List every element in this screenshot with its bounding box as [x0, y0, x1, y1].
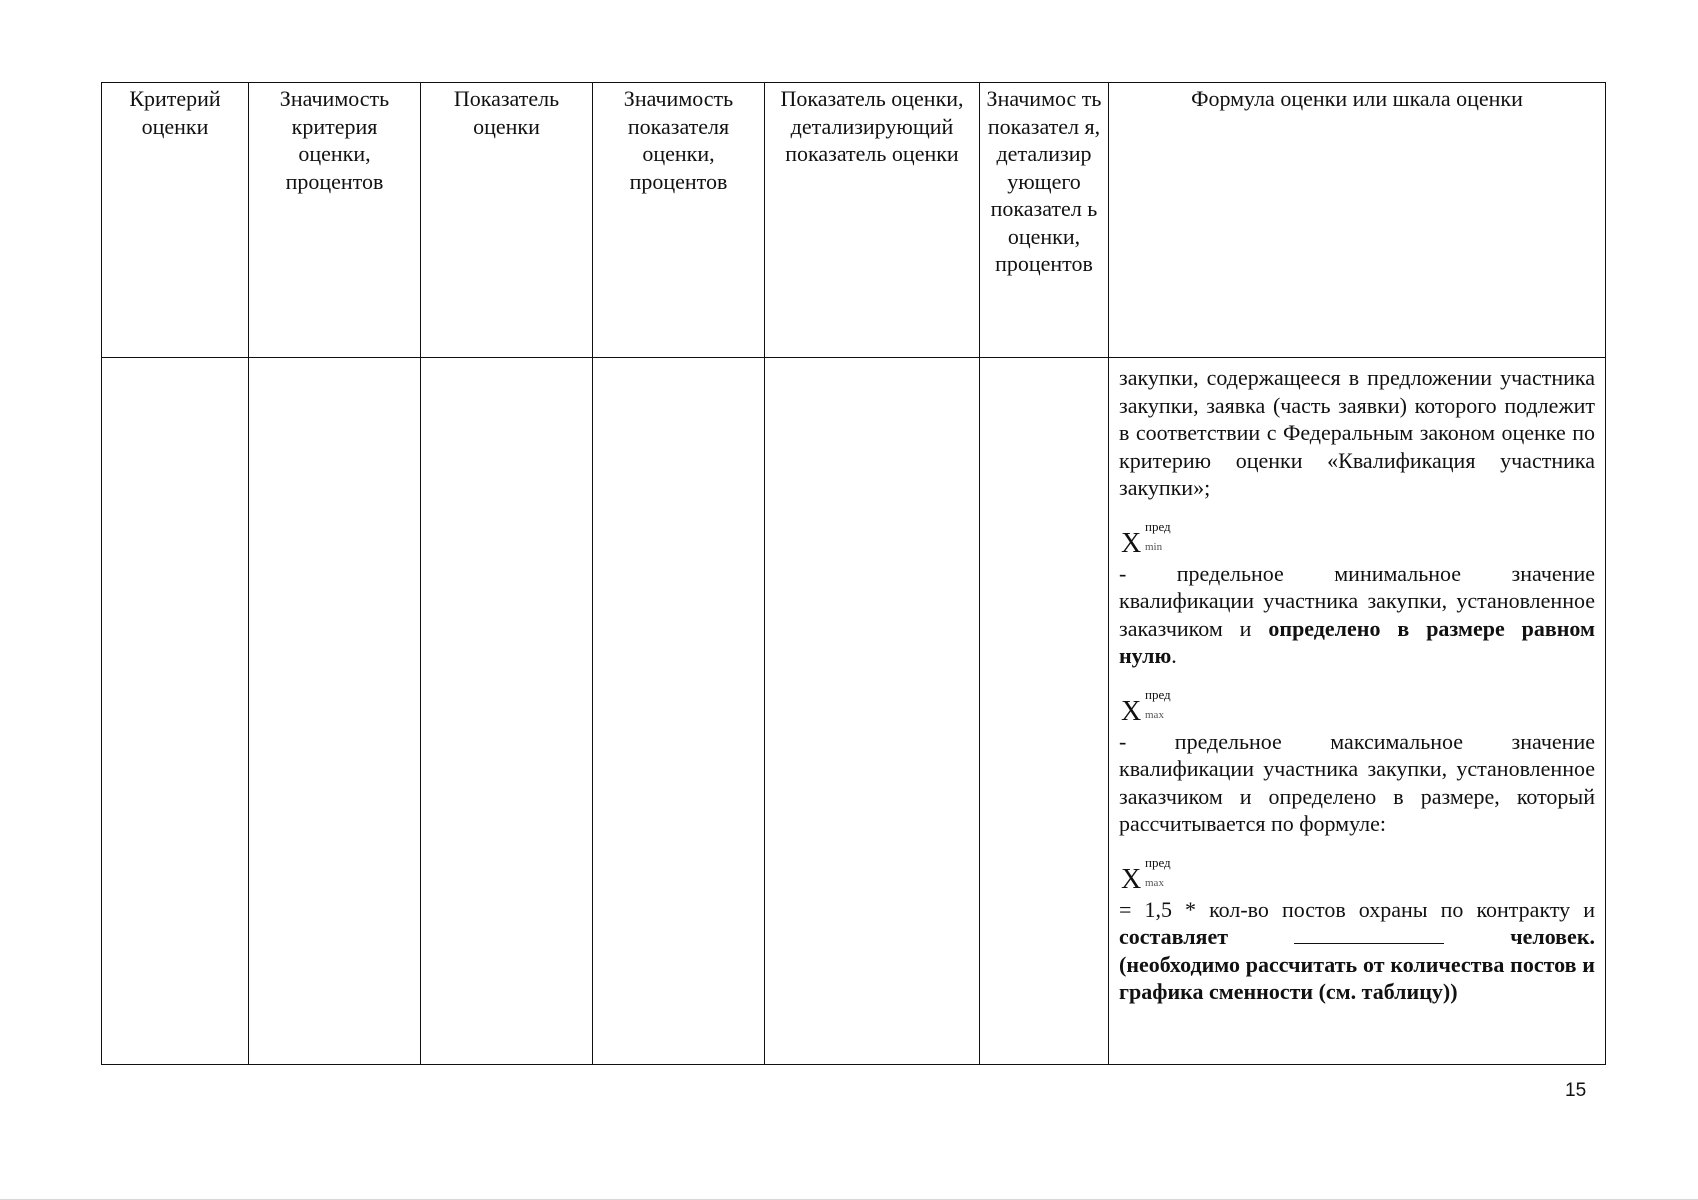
header-row — [102, 83, 1606, 358]
cell-formula — [1109, 358, 1606, 1065]
header-criterion: Критерий оценки — [102, 83, 249, 358]
header-detail-indicator: Показатель оценки, детализирующий показатель оценки — [765, 83, 980, 358]
cell-criterion — [102, 358, 249, 1065]
blank-line — [1294, 923, 1444, 944]
formula-paragraph-4: = 1,5 * кол-во постов охраны по контракту и составляет человек. (необходимо рассчитать от количества постов и графика сменности (см. таблицу)) — [1119, 896, 1595, 1004]
page-number: 15 — [1565, 1080, 1587, 1101]
header-indicator-weight: Значимость показателя оценки, процентов — [593, 83, 765, 358]
header-criterion-weight: Значимость критерия оценки, процентов — [249, 83, 421, 358]
x-max-symbol-2: X пред max — [1121, 854, 1171, 895]
table-row — [102, 358, 1606, 1065]
formula-paragraph-3: - предельное максимальное значение квалификации участника закупки, установленное заказчиком и определено в размере, который рассчитывается по формуле: — [1119, 728, 1595, 836]
header-detail-indicator-weight: Значимос ть показател я, детализир ующего показател ь оценки, процентов — [980, 83, 1109, 358]
x-max-symbol: X пред max — [1121, 686, 1171, 727]
cell-detail-indicator — [765, 358, 980, 1065]
cell-detail-indicator-weight — [980, 358, 1109, 1065]
cell-indicator — [421, 358, 593, 1065]
cell-indicator-weight — [593, 358, 765, 1065]
formula-paragraph-1: закупки, содержащееся в предложении участника закупки, заявка (часть заявки) которого подлежит в соответствии с Федеральным законом оценке по критерию оценки «Квалификация участника закупки»; — [1119, 365, 1595, 500]
formula-paragraph-2: - предельное минимальное значение квалификации участника закупки, установленное заказчиком и определено в размере равном нулю. — [1119, 560, 1596, 668]
criteria-table — [101, 82, 1606, 1065]
x-min-symbol: X пред min — [1121, 518, 1171, 559]
header-formula: Формула оценки или шкала оценки — [1109, 83, 1606, 358]
header-indicator: Показатель оценки — [421, 83, 593, 358]
cell-criterion-weight — [249, 358, 421, 1065]
